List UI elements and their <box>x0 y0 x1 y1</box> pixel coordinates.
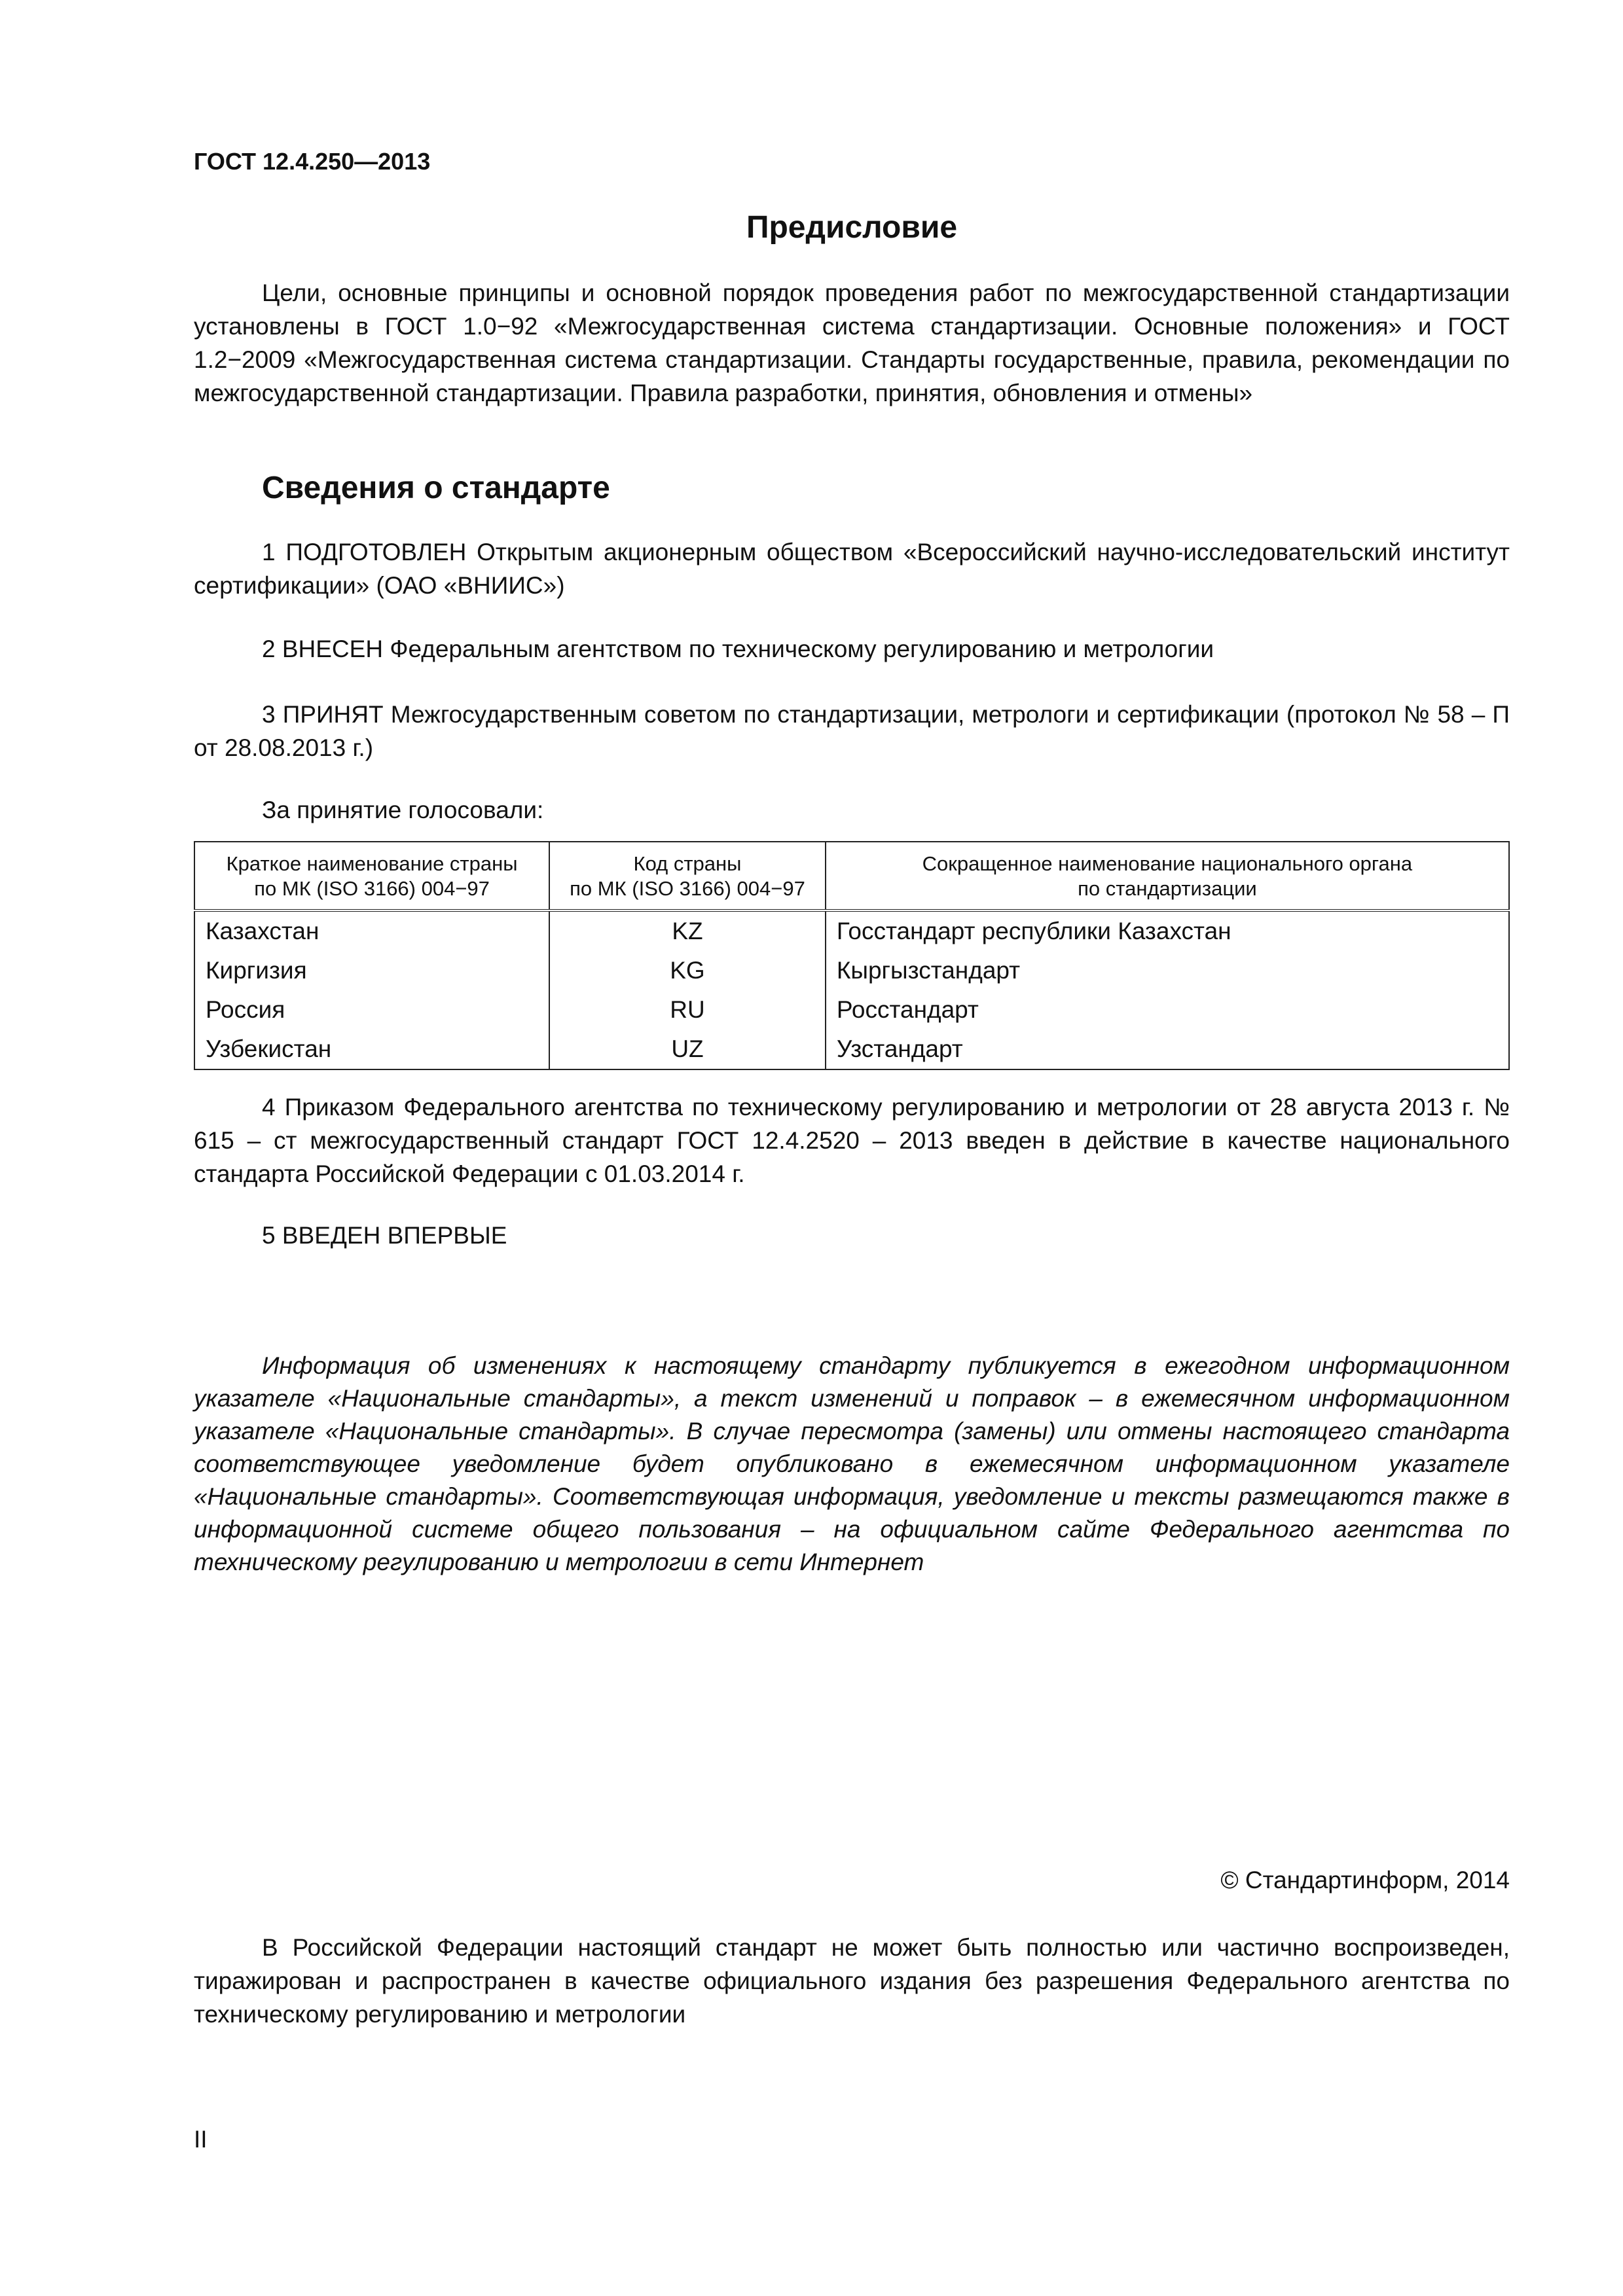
country-code: RU <box>549 990 826 1030</box>
national-body: Узстандарт <box>826 1030 1509 1069</box>
item-enacted: 4 Приказом Федерального агентства по техническому регулированию и метрологии от 28 августа 2013 г. № 615 – ст межгосударственный стандарт ГОСТ 12.4.2520 – 2013 введен в действие в качестве национального стандарта Российской Федерации с 01.03.2014 г. <box>194 1094 1510 1187</box>
header-national-body-line2: по стандартизации <box>1078 877 1257 900</box>
header-country-code-line1: Код страны <box>633 852 742 875</box>
item-adopted: 3 ПРИНЯТ Межгосударственным советом по стандартизации, метрологи и сертификации (протокол № 58 – П от 28.08.2013 г.) <box>194 701 1510 761</box>
table-row <box>194 951 1509 990</box>
national-body: Кыргызстандарт <box>826 951 1509 990</box>
page-number: II <box>194 2126 208 2153</box>
country-code: UZ <box>549 1030 826 1069</box>
voted-label: За принятие голосовали: <box>262 797 544 823</box>
header-national-body <box>826 842 1509 910</box>
header-country-code <box>549 842 826 910</box>
header-national-body-line1: Сокращенное наименование национального органа <box>922 852 1413 875</box>
changes-information-notice: Информация об изменениях к настоящему стандарту публикуется в ежегодном информационном указателе «Национальные стандарты», а текст изменений и поправок – в ежемесячном информационном указателе «Национальные стандарты». В случае пересмотра (замены) или отмены настоящего стандарта соответствующее уведомление будет опубликовано в ежемесячном информационном указателе «Национальные стандарты». Соответствующая информация, уведомление и тексты размещаются также в информационной системе общего пользования – на официальном сайте Федерального агентства по техническому регулированию и метрологии в сети Интернет <box>194 1352 1510 1575</box>
header-country-name-line2: по МК (ISO 3166) 004−97 <box>254 877 490 900</box>
country-name: Россия <box>194 990 549 1030</box>
country-name: Казахстан <box>194 910 549 951</box>
table-row <box>194 910 1509 951</box>
header-country-name-line1: Краткое наименование страны <box>226 852 518 875</box>
reproduction-notice: В Российской Федерации настоящий стандарт не может быть полностью или частично воспроизведен, тиражирован и распространен в качестве официального издания без разрешения Федерального агентства по техническому регулированию и метрологии <box>194 1934 1510 2028</box>
copyright: © Стандартинформ, 2014 <box>1220 1867 1510 1893</box>
country-code: KZ <box>549 910 826 951</box>
about-standard-title: Сведения о стандарте <box>262 471 610 505</box>
item-prepared: 1 ПОДГОТОВЛЕН Открытым акционерным обществом «Всероссийский научно-исследовательский институт сертификации» (ОАО «ВНИИС») <box>194 539 1510 599</box>
header-country-name <box>194 842 549 910</box>
country-name: Узбекистан <box>194 1030 549 1069</box>
foreword-title: Предисловие <box>746 210 958 245</box>
table-row <box>194 1030 1509 1069</box>
table-row <box>194 990 1509 1030</box>
document-code: ГОСТ 12.4.250—2013 <box>194 148 431 175</box>
item-first-introduced: 5 ВВЕДЕН ВПЕРВЫЕ <box>262 1222 507 1249</box>
voting-countries-table <box>194 841 1510 1070</box>
country-code: KG <box>549 951 826 990</box>
country-name: Киргизия <box>194 951 549 990</box>
national-body: Госстандарт республики Казахстан <box>826 910 1509 951</box>
foreword-text: Цели, основные принципы и основной порядок проведения работ по межгосударственной стандартизации установлены в ГОСТ 1.0−92 «Межгосударственная система стандартизации. Основные положения» и ГОСТ 1.2−2009 «Межгосударственная система стандартизации. Стандарты государственные, правила, рекомендации по межгосударственной стандартизации. Правила разработки, принятия, обновления и отмены» <box>194 279 1510 406</box>
item-introduced: 2 ВНЕСЕН Федеральным агентством по техническому регулированию и метрологии <box>262 636 1214 662</box>
header-country-code-line2: по МК (ISO 3166) 004−97 <box>570 877 805 900</box>
national-body: Росстандарт <box>826 990 1509 1030</box>
table-header-row <box>194 842 1509 910</box>
